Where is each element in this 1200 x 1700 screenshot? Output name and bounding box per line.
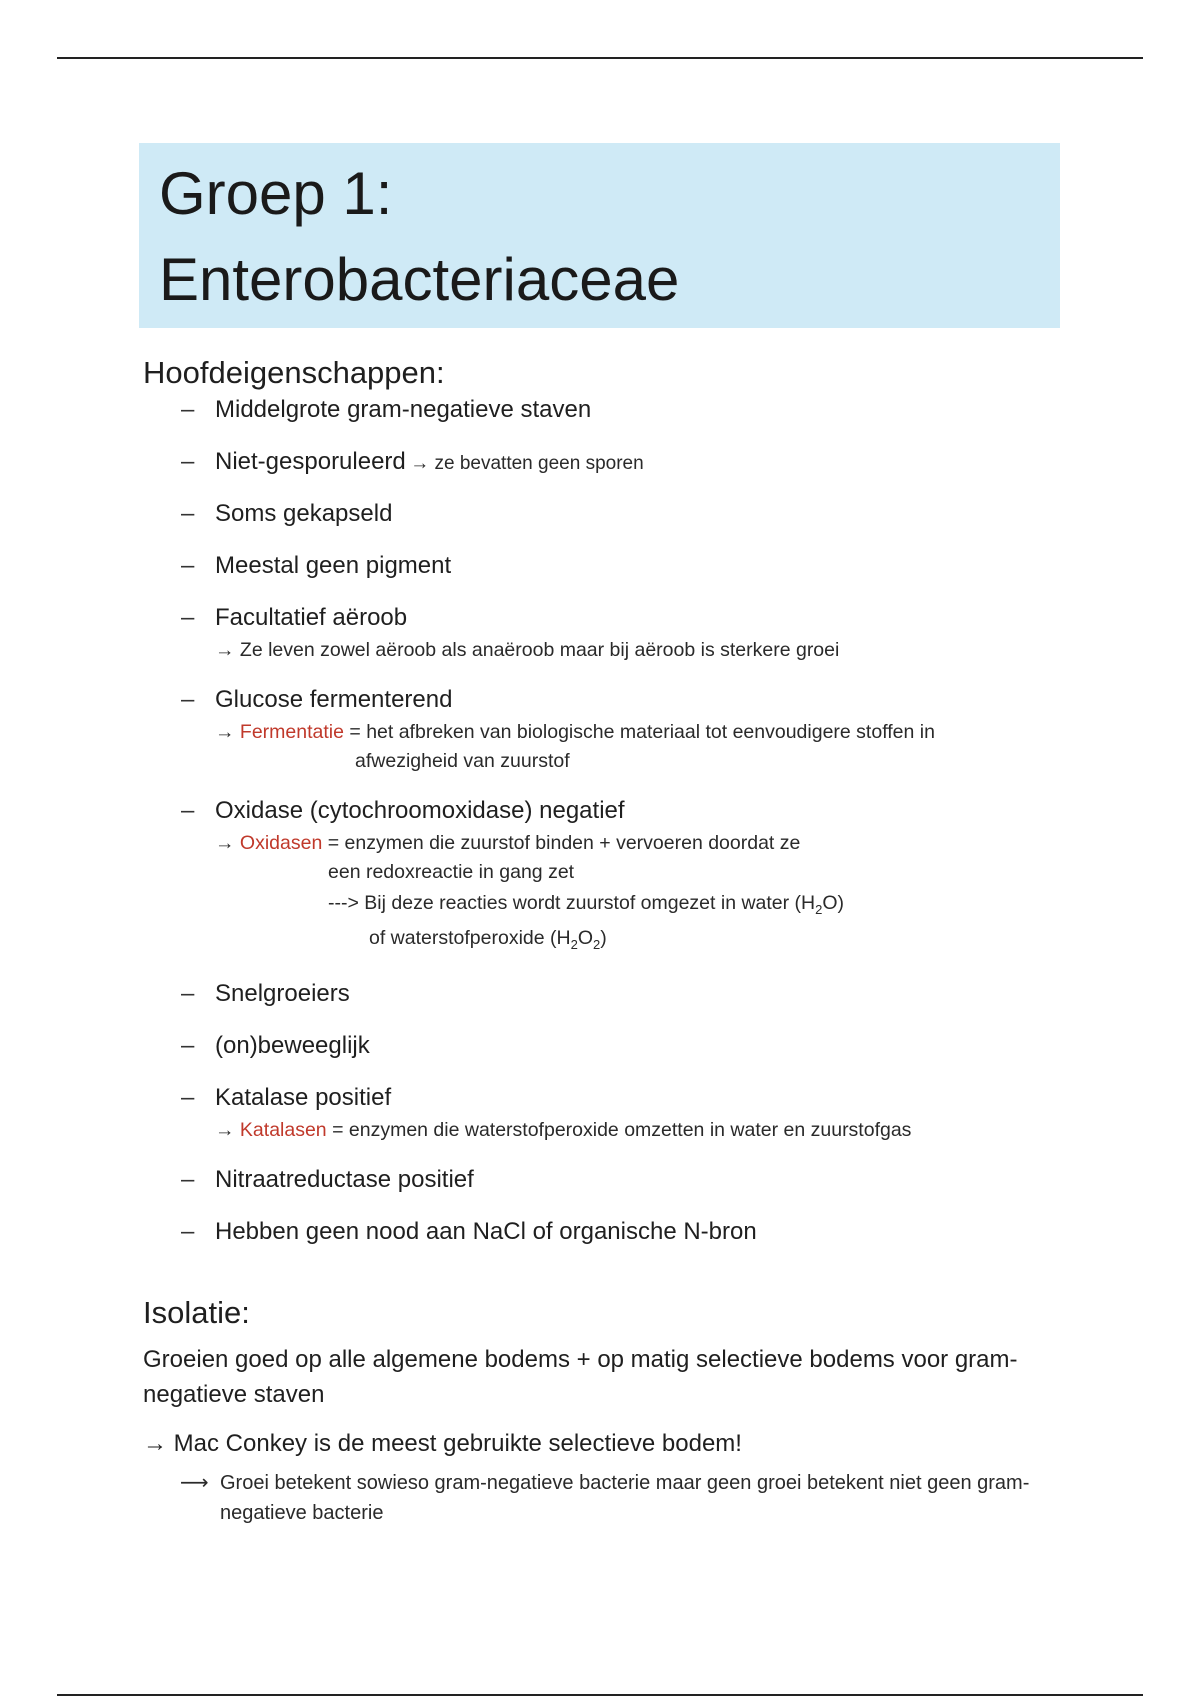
dash-bullet: – (181, 500, 195, 527)
dash-bullet: – (181, 552, 195, 579)
list-item-text: Glucose fermenterend (215, 686, 453, 713)
list-item-text: (on)beweeglijk (215, 1031, 370, 1059)
dash-bullet: – (181, 1083, 195, 1111)
mac-conkey-subnote-text: Groei betekent sowieso gram-negatieve bacterie maar geen groei betekent niet geen gram-negatieve bacterie (220, 1472, 1030, 1524)
list-item-subnote: → Ze leven zowel aëroob als anaëroob maar bij aëroob is sterkere groei (215, 639, 840, 661)
list-item-text: Niet-gesporuleerd (215, 448, 406, 475)
dash-bullet: – (181, 797, 195, 824)
dash-bullet: – (181, 1031, 195, 1059)
bottom-rule (57, 1694, 1143, 1696)
list-item (143, 1083, 1073, 1145)
list-item (143, 551, 1073, 581)
list-item-text: Katalase positief (215, 1083, 392, 1111)
definition-text: = enzymen die waterstofperoxide omzetten in water en zuurstofgas (326, 1118, 912, 1141)
list-item-text: Facultatief aëroob (215, 604, 408, 631)
isolation-text: Groeien goed op alle algemene bodems + op matig selectieve bodems voor gram-negatieve staven (143, 1346, 1018, 1408)
dash-bullet: – (181, 686, 195, 713)
mac-conkey-line: → Mac Conkey is de meest gebruikte selectieve bodem! (143, 1430, 742, 1457)
list-item-text: Hebben geen nood aan NaCl of organische N-bron (215, 1217, 757, 1245)
term-fermentatie: Fermentatie (239, 721, 344, 743)
top-rule (57, 57, 1143, 59)
title-line-1: Groep 1: (159, 160, 393, 227)
definition-continuation: een redoxreactie in gang zet (328, 861, 575, 883)
title-banner (139, 143, 1060, 328)
list-item-text: Meestal geen pigment (215, 552, 452, 579)
definition-text: = het afbreken van biologische materiaal tot eenvoudigere stoffen in (343, 721, 935, 743)
arrow-icon: → (215, 832, 235, 854)
list-item (143, 395, 1073, 425)
list-item (143, 979, 1073, 1009)
list-item (143, 796, 1073, 959)
list-item-text: Nitraatreductase positief (215, 1165, 474, 1193)
dash-bullet: – (181, 1165, 195, 1193)
dash-bullet: – (181, 979, 195, 1007)
definition-line (215, 718, 1073, 747)
isolation-heading: Isolatie: (143, 1295, 250, 1330)
list-item (143, 603, 1073, 665)
reaction-detail-continuation: of waterstofperoxide $(H_2O_2)$ (369, 926, 607, 952)
dash-bullet: – (181, 1217, 195, 1245)
title-line-2: Enterobacteriaceae (159, 246, 680, 313)
list-item (143, 499, 1073, 529)
reaction-detail: ---> Bij deze reacties wordt zuurstof omgezet in water $(H_2O)$ (328, 892, 845, 917)
term-oxidasen: Oxidasen (239, 832, 323, 854)
dash-bullet: – (181, 448, 195, 475)
definition-continuation: afwezigheid van zuurstof (355, 750, 570, 772)
definition-text: = enzymen die zuurstof binden + vervoeren doordat ze (322, 832, 801, 854)
arrow-icon: → (215, 1118, 235, 1141)
list-item-note: → ze bevatten geen sporen (410, 453, 644, 474)
list-item-text: Snelgroeiers (215, 979, 350, 1007)
list-item-text: Soms gekapseld (215, 500, 393, 527)
list-item-text: Middelgrote gram-negatieve staven (215, 396, 592, 423)
arrow-icon: → (215, 721, 235, 743)
list-item (143, 1031, 1073, 1061)
list-item (143, 447, 1073, 477)
term-katalasen: Katalasen (239, 1118, 327, 1141)
dash-bullet: – (181, 396, 195, 423)
list-item-text: Oxidase (cytochroomoxidase) negatief (215, 797, 625, 824)
long-arrow-icon: ⟶ (180, 1472, 209, 1494)
properties-list (143, 395, 1073, 1267)
list-item (143, 1217, 1073, 1247)
definition-line (215, 1116, 1073, 1145)
list-item (143, 1165, 1073, 1195)
dash-bullet: – (181, 604, 195, 631)
list-item (143, 685, 1073, 776)
properties-heading: Hoofdeigenschappen: (143, 355, 445, 390)
definition-line (215, 829, 1073, 858)
mac-conkey-subnote (180, 1468, 1060, 1528)
